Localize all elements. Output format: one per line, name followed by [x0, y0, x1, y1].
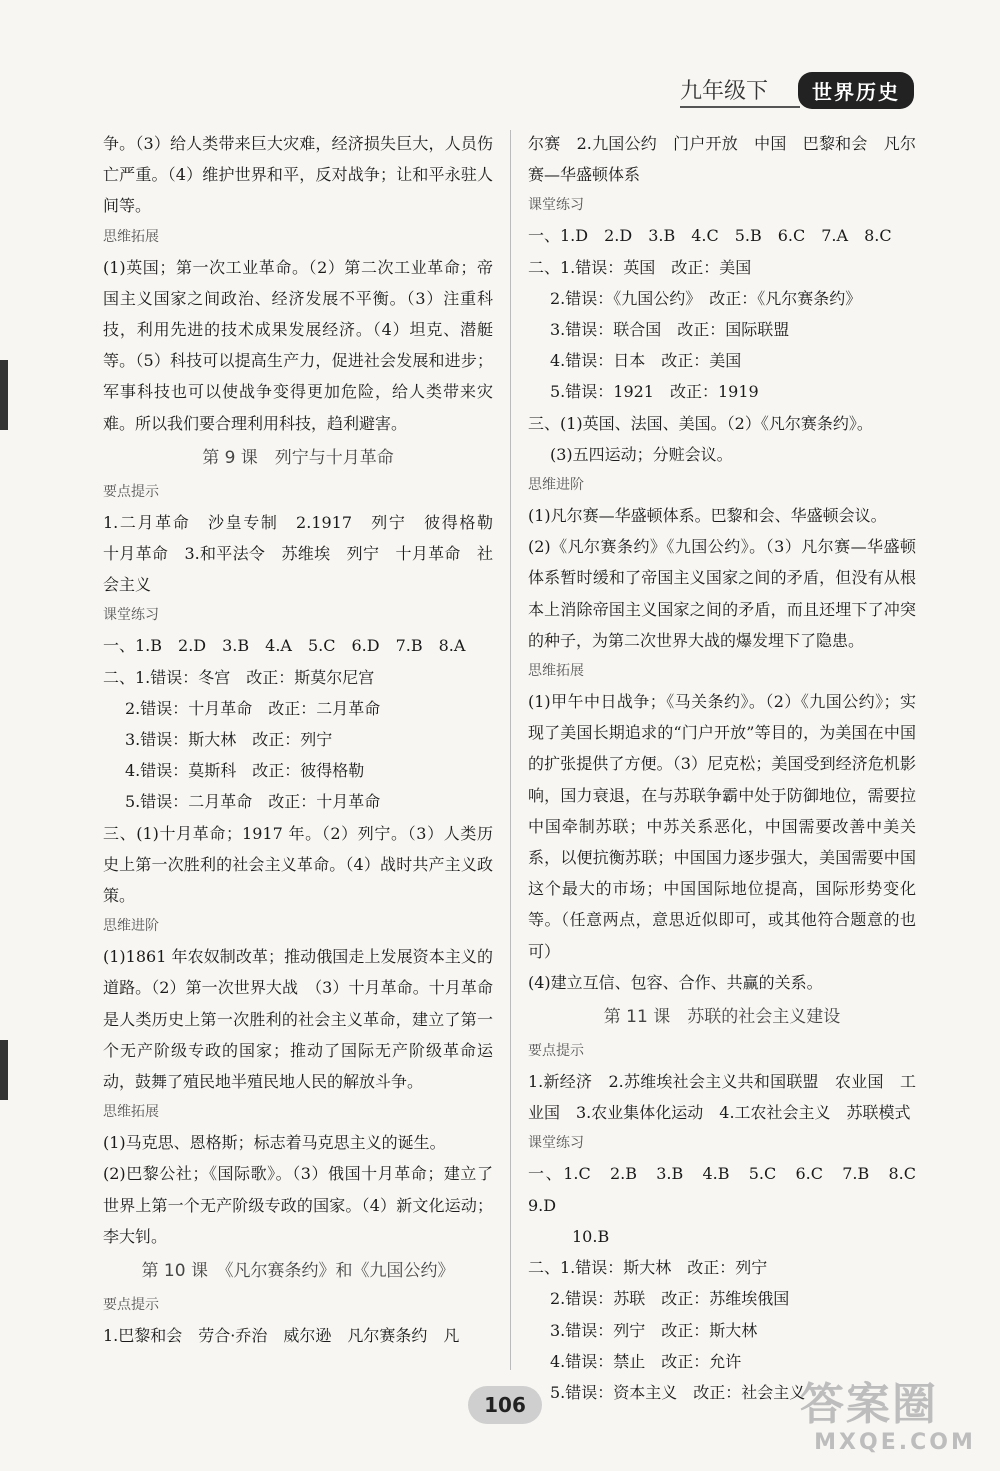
answer-line: 5.错误：1921 改正：1919	[550, 382, 759, 402]
page-header	[680, 70, 920, 110]
lesson-title: 第 9 课 列宁与十月革命	[202, 447, 394, 468]
answer-line: 三、(1)英国、法国、美国。（2）《凡尔赛条约》。	[528, 413, 873, 433]
subject-badge: 世界历史	[798, 72, 914, 109]
scan-edge-mark	[0, 360, 8, 430]
answer-line: 一、1.B 2.D 3.B 4.A 5.C 6.D 7.B 8.A	[103, 636, 466, 656]
section-heading: 课堂练习	[103, 607, 159, 624]
section-heading: 课堂练习	[528, 197, 584, 214]
page-number: 106	[468, 1386, 542, 1424]
answer-line: 二、1.错误：英国 改正：美国	[528, 257, 752, 277]
answer-paragraph: (2)《凡尔赛条约》《九国公约》。（3）凡尔赛—华盛顿体系暂时缓和了帝国主义国家之间的矛盾，但没有从根本上消除帝国主义国家之间的矛盾，而且还埋下了冲突的种子，为第二次世界大战的爆发埋下了隐患。	[528, 537, 916, 650]
answer-line: 4.错误：禁止 改正：允许	[550, 1351, 742, 1371]
lesson-title: 第 10 课 《凡尔赛条约》和《九国公约》	[141, 1261, 455, 1282]
answer-paragraph: 1.巴黎和会 劳合·乔治 威尔逊 凡尔赛条约 凡	[103, 1326, 460, 1346]
watermark-main: 答案圈	[800, 1379, 938, 1430]
answer-line: 2.错误：苏联 改正：苏维埃俄国	[550, 1289, 790, 1309]
answer-paragraph: (2)巴黎公社；《国际歌》。（3）俄国十月革命；建立了世界上第一个无产阶级专政的国家。（4）新文化运动；李大钊。	[103, 1164, 493, 1246]
section-heading: 思维拓展	[103, 1104, 159, 1121]
watermark-sub: MXQE.COM	[814, 1430, 976, 1455]
answer-line: 4.错误：莫斯科 改正：彼得格勒	[125, 761, 365, 781]
answer-paragraph: (1)1861 年农奴制改革；推动俄国走上发展资本主义的道路。（2）第一次世界大战 （3）十月革命。十月革命是人类历史上第一次胜利的社会主义革命，建立了第一个无产阶级专政的国家；推动了国际无产阶级革命运动，鼓舞了殖民地半殖民地人民的解放斗争。	[103, 947, 493, 1092]
answer-line: 4.错误：日本 改正：美国	[550, 351, 742, 371]
answer-line: 3.错误：列宁 改正：斯大林	[550, 1320, 758, 1340]
section-heading: 思维拓展	[528, 663, 584, 680]
answer-line: 二、1.错误：冬宫 改正：斯莫尔尼宫	[103, 667, 375, 687]
answer-paragraph: 1.二月革命 沙皇专制 2.1917 列宁 彼得格勒 十月革命 3.和平法令 苏维埃 列宁 十月革命 社会主义	[103, 512, 510, 595]
left-column	[103, 128, 510, 1351]
answer-line: 5.错误：资本主义 改正：社会主义	[550, 1382, 806, 1402]
answer-paragraph: 1.新经济 2.苏维埃社会主义共和国联盟 农业国 工业国 3.农业集体化运动 4.工农社会主义 苏联模式	[528, 1072, 916, 1123]
answer-line: (1)马克思、恩格斯；标志着马克思主义的诞生。	[103, 1133, 446, 1153]
answer-line: 5.错误：二月革命 改正：十月革命	[125, 792, 381, 812]
scan-edge-mark	[0, 1040, 8, 1100]
answer-line: 二、1.错误：斯大林 改正：列宁	[528, 1258, 768, 1278]
lesson-title: 第 11 课 苏联的社会主义建设	[603, 1007, 841, 1028]
intro-paragraph: 争。（3）给人类带来巨大灾难，经济损失巨大，人员伤亡严重。（4）维护世界和平，反对战争；让和平永驻人间等。	[103, 134, 493, 216]
answer-line: 2.错误：《九国公约》 改正：《凡尔赛条约》	[550, 288, 862, 308]
header-underline	[680, 106, 800, 108]
column-divider	[510, 130, 511, 1370]
section-heading: 要点提示	[528, 1043, 584, 1060]
answer-paragraph: (1)甲午中日战争；《马关条约》。（2）《九国公约》；实现了美国长期追求的“门户开放”等目的，为美国在中国的扩张提供了方便。（3）尼克松；美国受到经济危机影响，国力衰退，在与苏联争霸中处于防御地位，需要拉中国牵制苏联；中苏关系恶化，中国需要改善中美关系，以便抗衡苏联；中国国力逐步强大，美国需要中国这个最大的市场；中国国际地位提高，国际形势变化等。（任意两点，意思近似即可，或其他符合题意的也可）	[528, 692, 916, 961]
section-heading: 课堂练习	[528, 1135, 584, 1152]
section-heading: 要点提示	[103, 1297, 159, 1314]
answer-line: 10.B	[572, 1226, 610, 1246]
section-heading: 要点提示	[103, 483, 159, 500]
answer-paragraph: 三、(1)十月革命；1917 年。（2）列宁。（3）人类历史上第一次胜利的社会主义革命。（4）战时共产主义政策。	[103, 823, 493, 906]
section-heading: 思维进阶	[528, 477, 584, 494]
answer-line: (1)凡尔赛—华盛顿体系。巴黎和会、华盛顿会议。	[528, 506, 887, 526]
answer-line: 一、1.D 2.D 3.B 4.C 5.B 6.C 7.A 8.C	[528, 226, 892, 246]
answer-line: 一、1.C 2.B 3.B 4.B 5.C 6.C 7.B 8.C 9.D	[528, 1164, 933, 1215]
section-heading: 思维拓展	[103, 228, 159, 245]
answer-paragraph: (1)英国；第一次工业革命。（2）第二次工业革命；帝国主义国家之间政治、经济发展不平衡。（3）注重科技，利用先进的技术成果发展经济。（4）坦克、潜艇等。（5）科技可以提高生产力，促进社会发展和进步；军事科技也可以使战争变得更加危险，给人类带来灾难。所以我们要合理利用科技，趋利避害。	[103, 257, 493, 433]
grade-label: 九年级下	[680, 79, 769, 104]
answer-line: 3.错误：联合国 改正：国际联盟	[550, 320, 790, 340]
answer-line: 2.错误：十月革命 改正：二月革命	[125, 698, 381, 718]
section-heading: 思维进阶	[103, 918, 159, 935]
watermark-logo	[800, 1380, 990, 1460]
answer-line: 3.错误：斯大林 改正：列宁	[125, 730, 333, 750]
answer-line: (3)五四运动；分赃会议。	[550, 444, 733, 464]
answer-paragraph: 尔赛 2.九国公约 门户开放 中国 巴黎和会 凡尔赛—华盛顿体系	[528, 134, 916, 185]
answer-line: (4)建立互信、包容、合作、共赢的关系。	[528, 972, 823, 992]
